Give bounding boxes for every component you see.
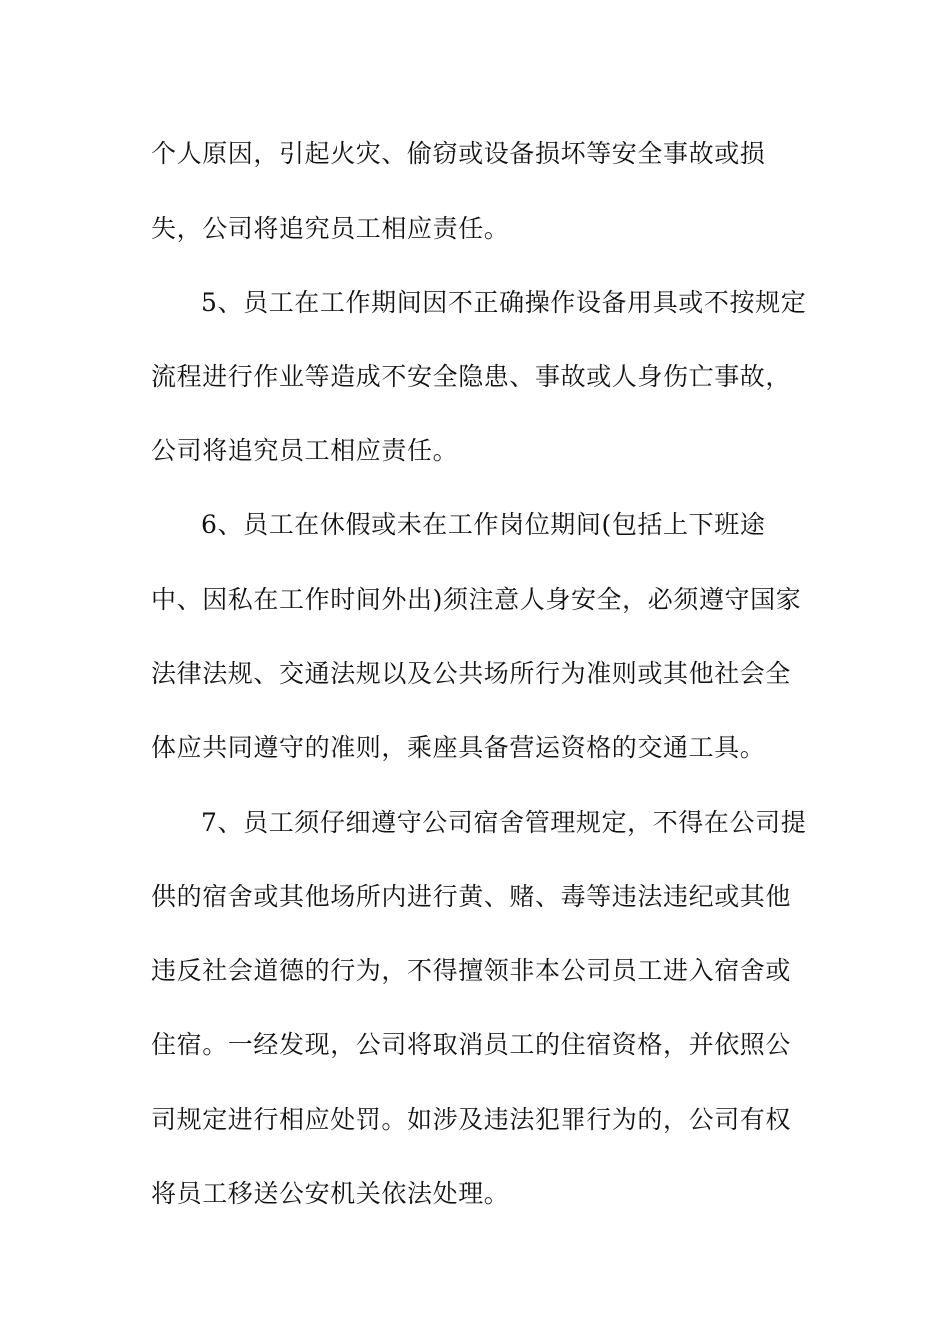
text-line: 公司将追究员工相应责任。 [151, 436, 459, 465]
text-line: 供的宿舍或其他场所内进行黄、赌、毒等违法违纪或其他 [151, 882, 792, 911]
text-line: 法律法规、交通法规以及公共场所行为准则或其他社会全 [151, 659, 792, 688]
paragraph-7-start: 7、员工须仔细遵守公司宿舍管理规定，不得在公司提 [201, 808, 807, 837]
text-line: 司规定进行相应处罚。如涉及违法犯罪行为的，公司有权 [151, 1105, 792, 1134]
text-line: 个人原因，引起火灾、偷窃或设备损坏等安全事故或损 [151, 139, 766, 168]
text-line: 住宿。一经发现，公司将取消员工的住宿资格，并依照公 [151, 1030, 792, 1059]
text-line: 违反社会道德的行为，不得擅领非本公司员工进入宿舍或 [151, 956, 792, 985]
paragraph-5-start: 5、员工在工作期间因不正确操作设备用具或不按规定 [201, 288, 807, 317]
text-line: 失，公司将追究员工相应责任。 [151, 214, 510, 243]
paragraph-6-start: 6、员工在休假或未在工作岗位期间(包括上下班途 [201, 510, 766, 539]
text-line: 流程进行作业等造成不安全隐患、事故或人身伤亡事故， [151, 362, 792, 391]
text-line: 体应共同遵守的准则，乘座具备营运资格的交通工具。 [151, 733, 766, 762]
text-line: 将员工移送公安机关依法处理。 [151, 1179, 510, 1208]
text-line: 中、因私在工作时间外出)须注意人身安全，必须遵守国家 [151, 585, 802, 614]
